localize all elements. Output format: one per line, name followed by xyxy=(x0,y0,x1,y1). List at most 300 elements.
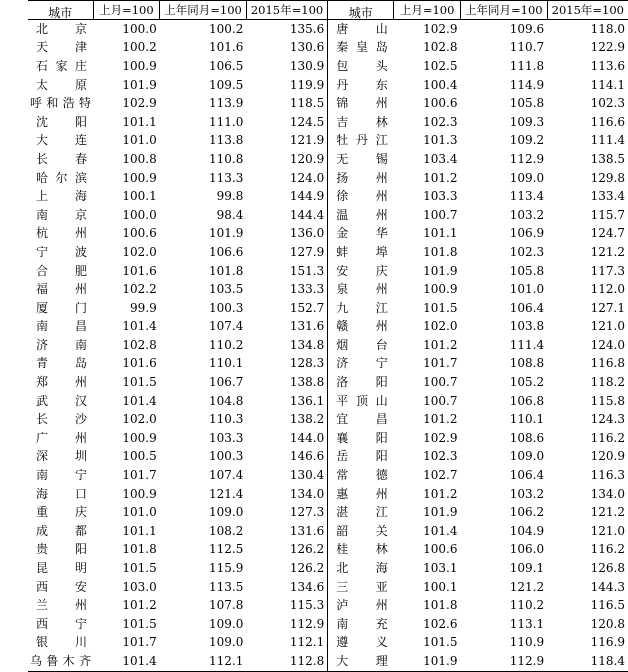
yoy-value-left: 113.9 xyxy=(209,96,244,111)
base-value-left: 136.0 xyxy=(289,226,325,241)
mom-value-left: 100.0 xyxy=(122,21,157,36)
mom-value-left: 103.0 xyxy=(122,579,157,594)
mom-value-right: 101.5 xyxy=(423,635,458,650)
city-name-right: 安 庆 xyxy=(328,262,394,281)
city-name-left: 上 海 xyxy=(36,189,87,204)
yoy-value-left: 113.5 xyxy=(209,579,244,594)
mom-value-right: 101.2 xyxy=(423,170,458,185)
city-name-left: 深 圳 xyxy=(36,449,87,464)
yoy-value-left: 109.0 xyxy=(209,635,244,650)
base-value-right: 120.9 xyxy=(590,449,625,464)
table-row xyxy=(28,429,628,448)
yoy-value-left: 111.0 xyxy=(209,114,244,129)
mom-value-left: 101.8 xyxy=(122,542,157,557)
city-name-right: 徐 州 xyxy=(328,187,394,206)
mom-value-right: 101.1 xyxy=(423,226,458,241)
yoy-value-right: 113.1 xyxy=(509,616,545,631)
table-row xyxy=(28,20,628,39)
mom-value-left: 100.9 xyxy=(122,170,157,185)
mom-value-right: 102.3 xyxy=(423,114,458,129)
city-name-right: 湛 江 xyxy=(328,503,394,522)
mom-value-left: 100.8 xyxy=(122,151,157,166)
base-value-left: 152.7 xyxy=(289,300,325,315)
city-name-left: 宁 波 xyxy=(36,244,87,259)
city-name-left: 成 都 xyxy=(36,523,87,538)
mom-value-right: 102.7 xyxy=(423,468,458,483)
base-value-left: 138.2 xyxy=(289,412,325,427)
base-value-right: 124.0 xyxy=(590,337,625,352)
mom-value-right: 100.7 xyxy=(423,393,458,408)
base-value-right: 118.0 xyxy=(590,21,625,36)
yoy-value-left: 113.8 xyxy=(209,133,244,148)
yoy-value-left: 106.6 xyxy=(209,244,244,259)
yoy-value-right: 103.8 xyxy=(509,319,545,334)
city-name-left: 沈 阳 xyxy=(36,114,87,129)
mom-value-left: 101.6 xyxy=(122,356,157,371)
yoy-value-right: 111.4 xyxy=(509,337,545,352)
yoy-value-right: 108.6 xyxy=(509,430,545,445)
mom-value-left: 101.5 xyxy=(122,616,157,631)
city-name-right: 宜 昌 xyxy=(328,410,394,429)
table-row xyxy=(28,243,628,262)
mom-value-left: 101.7 xyxy=(122,635,157,650)
city-name-left: 兰 州 xyxy=(36,598,87,613)
mom-value-left: 102.2 xyxy=(122,282,157,297)
base-value-left: 119.9 xyxy=(289,77,325,92)
city-name-right: 扬 州 xyxy=(328,169,394,188)
mom-value-right: 101.2 xyxy=(423,486,458,501)
city-name-left: 银 川 xyxy=(36,635,87,650)
base-value-right: 117.3 xyxy=(590,263,625,278)
yoy-value-right: 109.0 xyxy=(509,170,545,185)
base-value-left: 144.0 xyxy=(289,430,325,445)
city-name-left: 西 安 xyxy=(36,579,87,594)
city-name-right: 包 头 xyxy=(328,57,394,76)
city-name-right: 无 锡 xyxy=(328,150,394,169)
mom-value-left: 102.0 xyxy=(122,412,157,427)
city-name-right: 牡丹江 xyxy=(328,132,394,151)
base-value-left: 134.6 xyxy=(289,579,325,594)
city-name-left: 北 京 xyxy=(36,21,87,36)
yoy-value-left: 101.9 xyxy=(209,226,244,241)
base-value-right: 118.2 xyxy=(590,375,625,390)
base-value-left: 151.3 xyxy=(289,263,325,278)
yoy-value-left: 99.8 xyxy=(216,189,244,204)
mom-value-left: 100.9 xyxy=(122,430,157,445)
table-row xyxy=(28,652,628,671)
table-row xyxy=(28,448,628,467)
base-value-right: 116.6 xyxy=(590,114,625,129)
yoy-value-right: 102.3 xyxy=(509,244,545,259)
yoy-value-right: 106.0 xyxy=(509,542,545,557)
city-name-right: 金 华 xyxy=(328,225,394,244)
mom-value-right: 101.2 xyxy=(423,337,458,352)
city-name-left: 武 汉 xyxy=(36,393,87,408)
mom-value-right: 101.8 xyxy=(423,244,458,259)
header-yoy: 上年同月=100 xyxy=(160,1,247,20)
mom-value-right: 100.1 xyxy=(423,579,458,594)
table-row xyxy=(28,634,628,653)
yoy-value-left: 107.8 xyxy=(209,598,244,613)
base-value-left: 135.6 xyxy=(289,21,325,36)
base-value-right: 102.3 xyxy=(590,96,625,111)
city-name-left: 哈尔滨 xyxy=(36,170,87,185)
yoy-value-right: 104.9 xyxy=(509,523,545,538)
mom-value-right: 102.8 xyxy=(423,40,458,55)
base-value-right: 114.1 xyxy=(590,77,625,92)
base-value-right: 122.9 xyxy=(590,40,625,55)
yoy-value-left: 100.3 xyxy=(209,300,244,315)
mom-value-left: 102.0 xyxy=(122,244,157,259)
mom-value-right: 100.4 xyxy=(423,77,458,92)
base-value-right: 116.2 xyxy=(590,542,625,557)
base-value-left: 126.2 xyxy=(289,542,325,557)
base-value-right: 111.4 xyxy=(590,133,625,148)
city-name-left: 重 庆 xyxy=(36,505,87,520)
base-value-left: 133.3 xyxy=(289,282,325,297)
city-name-left: 南 京 xyxy=(36,207,87,222)
base-value-left: 131.6 xyxy=(289,523,325,538)
header-city: 城市 xyxy=(48,6,73,20)
base-value-right: 118.4 xyxy=(590,653,625,668)
yoy-value-left: 109.0 xyxy=(209,616,244,631)
city-name-right: 岳 阳 xyxy=(328,448,394,467)
table-header-row xyxy=(28,1,628,20)
base-value-right: 126.8 xyxy=(590,561,625,576)
base-value-right: 120.8 xyxy=(590,616,625,631)
yoy-value-right: 110.9 xyxy=(509,635,545,650)
city-name-left: 福 州 xyxy=(36,282,87,297)
base-value-right: 113.6 xyxy=(590,58,625,73)
city-name-right: 三 亚 xyxy=(328,578,394,597)
header-mom-right: 上月=100 xyxy=(394,1,461,20)
mom-value-right: 100.6 xyxy=(423,542,458,557)
yoy-value-left: 107.4 xyxy=(209,468,244,483)
mom-value-right: 102.6 xyxy=(423,616,458,631)
base-value-left: 146.6 xyxy=(289,449,325,464)
base-value-left: 128.3 xyxy=(289,356,325,371)
yoy-value-left: 106.5 xyxy=(209,58,244,73)
yoy-value-left: 121.4 xyxy=(209,486,244,501)
table-row xyxy=(28,355,628,374)
yoy-value-right: 106.4 xyxy=(509,300,545,315)
city-name-left: 郑 州 xyxy=(36,375,87,390)
mom-value-left: 101.9 xyxy=(122,77,157,92)
city-name-right: 洛 阳 xyxy=(328,373,394,392)
city-name-left: 长 春 xyxy=(36,151,87,166)
yoy-value-left: 110.3 xyxy=(209,412,244,427)
base-value-right: 129.8 xyxy=(590,170,625,185)
base-value-left: 131.6 xyxy=(289,319,325,334)
mom-value-right: 101.2 xyxy=(423,412,458,427)
mom-value-right: 100.9 xyxy=(423,282,458,297)
yoy-value-right: 103.2 xyxy=(509,486,545,501)
city-name-right: 南 充 xyxy=(328,615,394,634)
mom-value-left: 101.7 xyxy=(122,468,157,483)
yoy-value-left: 110.8 xyxy=(209,151,244,166)
yoy-value-right: 105.8 xyxy=(509,96,545,111)
city-name-left: 济 南 xyxy=(36,337,87,352)
base-value-right: 116.3 xyxy=(590,468,625,483)
mom-value-left: 101.0 xyxy=(122,133,157,148)
yoy-value-left: 101.6 xyxy=(209,40,244,55)
base-value-right: 121.2 xyxy=(590,244,625,259)
city-name-left: 昆 明 xyxy=(36,561,87,576)
yoy-value-right: 105.8 xyxy=(509,263,545,278)
header-mom: 上月=100 xyxy=(93,1,160,20)
yoy-value-left: 106.7 xyxy=(209,375,244,390)
base-value-left: 127.3 xyxy=(289,505,325,520)
city-name-right: 九 江 xyxy=(328,299,394,318)
city-name-right: 惠 州 xyxy=(328,485,394,504)
city-name-right: 赣 州 xyxy=(328,318,394,337)
base-value-right: 138.5 xyxy=(590,151,625,166)
yoy-value-right: 114.9 xyxy=(509,77,545,92)
mom-value-left: 100.0 xyxy=(122,207,157,222)
mom-value-left: 101.4 xyxy=(122,653,157,668)
table-row xyxy=(28,169,628,188)
base-value-right: 115.8 xyxy=(590,393,625,408)
city-name-left: 大 连 xyxy=(36,133,87,148)
base-value-right: 144.3 xyxy=(590,579,625,594)
mom-value-left: 100.1 xyxy=(122,189,157,204)
city-name-left: 长 沙 xyxy=(36,412,87,427)
table-row xyxy=(28,410,628,429)
table-row xyxy=(28,262,628,281)
city-name-left: 天 津 xyxy=(36,40,87,55)
yoy-value-left: 98.4 xyxy=(216,207,244,222)
yoy-value-right: 106.8 xyxy=(509,393,545,408)
base-value-right: 121.0 xyxy=(590,523,625,538)
city-name-right: 襄 阳 xyxy=(328,429,394,448)
yoy-value-left: 103.3 xyxy=(209,430,244,445)
mom-value-right: 101.7 xyxy=(423,356,458,371)
city-name-left: 西 宁 xyxy=(36,616,87,631)
mom-value-left: 101.2 xyxy=(122,598,157,613)
yoy-value-left: 112.5 xyxy=(209,542,244,557)
city-name-right: 北 海 xyxy=(328,559,394,578)
mom-value-right: 101.3 xyxy=(423,133,458,148)
base-value-left: 130.9 xyxy=(289,58,325,73)
city-name-left: 南 昌 xyxy=(36,319,87,334)
city-name-right: 泸 州 xyxy=(328,596,394,615)
yoy-value-left: 108.2 xyxy=(209,523,244,538)
base-value-right: 121.2 xyxy=(590,505,625,520)
base-value-right: 116.5 xyxy=(590,598,625,613)
table-row xyxy=(28,280,628,299)
base-value-left: 136.1 xyxy=(289,393,325,408)
mom-value-right: 100.7 xyxy=(423,375,458,390)
base-value-left: 127.9 xyxy=(289,244,325,259)
mom-value-right: 102.9 xyxy=(423,21,458,36)
table-row xyxy=(28,466,628,485)
table-row xyxy=(28,578,628,597)
mom-value-left: 100.9 xyxy=(122,486,157,501)
mom-value-right: 101.8 xyxy=(423,598,458,613)
base-value-right: 133.4 xyxy=(590,189,625,204)
header-city-right: 城市 xyxy=(328,1,394,20)
base-value-left: 134.0 xyxy=(289,486,325,501)
city-price-index-table xyxy=(28,0,628,672)
mom-value-left: 101.4 xyxy=(122,319,157,334)
yoy-value-right: 101.0 xyxy=(509,282,545,297)
city-name-left: 广 州 xyxy=(36,430,87,445)
base-value-right: 112.0 xyxy=(590,282,625,297)
yoy-value-right: 109.2 xyxy=(509,133,545,148)
yoy-value-left: 103.5 xyxy=(209,282,244,297)
yoy-value-left: 113.3 xyxy=(209,170,244,185)
base-value-left: 144.4 xyxy=(289,207,325,222)
yoy-value-right: 103.2 xyxy=(509,207,545,222)
yoy-value-right: 110.7 xyxy=(509,40,545,55)
city-name-right: 唐 山 xyxy=(328,20,394,39)
base-value-left: 112.8 xyxy=(289,653,325,668)
header-base-right: 2015年=100 xyxy=(547,1,628,20)
table-row xyxy=(28,299,628,318)
yoy-value-left: 109.0 xyxy=(209,505,244,520)
table-row xyxy=(28,94,628,113)
city-name-left: 石家庄 xyxy=(36,58,87,73)
yoy-value-left: 115.9 xyxy=(209,561,244,576)
yoy-value-left: 110.1 xyxy=(209,356,244,371)
base-value-left: 126.2 xyxy=(289,561,325,576)
yoy-value-right: 108.8 xyxy=(509,356,545,371)
mom-value-right: 102.5 xyxy=(423,58,458,73)
yoy-value-right: 112.9 xyxy=(509,653,545,668)
mom-value-left: 100.2 xyxy=(122,40,157,55)
table-row xyxy=(28,113,628,132)
city-name-right: 桂 林 xyxy=(328,541,394,560)
mom-value-right: 103.4 xyxy=(423,151,458,166)
base-value-left: 120.9 xyxy=(289,151,325,166)
mom-value-right: 101.9 xyxy=(423,263,458,278)
city-name-left: 厦 门 xyxy=(36,300,87,315)
base-value-left: 115.3 xyxy=(289,598,325,613)
mom-value-right: 102.0 xyxy=(423,319,458,334)
base-value-left: 118.5 xyxy=(289,96,325,111)
table-body xyxy=(28,20,628,672)
yoy-value-right: 106.4 xyxy=(509,468,545,483)
yoy-value-right: 106.9 xyxy=(509,226,545,241)
table-row xyxy=(28,57,628,76)
yoy-value-left: 100.2 xyxy=(209,21,244,36)
mom-value-right: 100.7 xyxy=(423,207,458,222)
base-value-right: 116.2 xyxy=(590,430,625,445)
mom-value-right: 101.9 xyxy=(423,653,458,668)
mom-value-right: 101.5 xyxy=(423,300,458,315)
yoy-value-left: 101.8 xyxy=(209,263,244,278)
yoy-value-right: 106.2 xyxy=(509,505,545,520)
city-name-right: 平顶山 xyxy=(328,392,394,411)
table-row xyxy=(28,318,628,337)
yoy-value-left: 109.5 xyxy=(209,77,244,92)
mom-value-left: 101.0 xyxy=(122,505,157,520)
base-value-right: 115.7 xyxy=(590,207,625,222)
mom-value-left: 101.4 xyxy=(122,393,157,408)
table-row xyxy=(28,615,628,634)
base-value-right: 127.1 xyxy=(590,300,625,315)
mom-value-right: 100.6 xyxy=(423,96,458,111)
yoy-value-right: 121.2 xyxy=(509,579,545,594)
city-name-left: 合 肥 xyxy=(36,263,87,278)
base-value-left: 130.6 xyxy=(289,40,325,55)
city-name-right: 烟 台 xyxy=(328,336,394,355)
base-value-left: 130.4 xyxy=(289,468,325,483)
base-value-left: 124.5 xyxy=(289,114,325,129)
mom-value-left: 100.9 xyxy=(122,58,157,73)
city-name-left: 呼和浩特 xyxy=(30,96,91,111)
yoy-value-left: 100.3 xyxy=(209,449,244,464)
mom-value-left: 101.1 xyxy=(122,523,157,538)
city-name-left: 南 宁 xyxy=(36,468,87,483)
table-row xyxy=(28,187,628,206)
base-value-left: 124.0 xyxy=(289,170,325,185)
mom-value-right: 101.4 xyxy=(423,523,458,538)
city-name-left: 贵 阳 xyxy=(36,542,87,557)
table-row xyxy=(28,485,628,504)
table-row xyxy=(28,522,628,541)
base-value-right: 121.0 xyxy=(590,319,625,334)
table-row xyxy=(28,503,628,522)
table-row xyxy=(28,559,628,578)
table-row xyxy=(28,541,628,560)
city-name-right: 锦 州 xyxy=(328,94,394,113)
city-name-right: 济 宁 xyxy=(328,355,394,374)
mom-value-left: 100.6 xyxy=(122,226,157,241)
header-base: 2015年=100 xyxy=(246,1,327,20)
yoy-value-right: 105.2 xyxy=(509,375,545,390)
table-row xyxy=(28,225,628,244)
yoy-value-left: 110.2 xyxy=(209,337,244,352)
yoy-value-right: 110.2 xyxy=(509,598,545,613)
mom-value-left: 101.6 xyxy=(122,263,157,278)
mom-value-left: 102.8 xyxy=(122,337,157,352)
mom-value-left: 101.5 xyxy=(122,561,157,576)
yoy-value-right: 109.0 xyxy=(509,449,545,464)
table-row xyxy=(28,39,628,58)
city-name-right: 秦皇岛 xyxy=(328,39,394,58)
mom-value-right: 103.1 xyxy=(423,561,458,576)
mom-value-left: 99.9 xyxy=(130,300,157,315)
table-row xyxy=(28,206,628,225)
mom-value-right: 102.9 xyxy=(423,430,458,445)
table-row xyxy=(28,132,628,151)
mom-value-right: 101.9 xyxy=(423,505,458,520)
mom-value-left: 102.9 xyxy=(122,96,157,111)
base-value-left: 134.8 xyxy=(289,337,325,352)
yoy-value-left: 107.4 xyxy=(209,319,244,334)
table-row xyxy=(28,373,628,392)
yoy-value-left: 112.1 xyxy=(209,653,244,668)
mom-value-left: 100.5 xyxy=(122,449,157,464)
city-name-left: 青 岛 xyxy=(36,356,87,371)
table-row xyxy=(28,336,628,355)
base-value-right: 116.8 xyxy=(590,356,625,371)
table-row xyxy=(28,392,628,411)
city-name-left: 乌鲁木齐 xyxy=(30,653,91,668)
city-name-right: 遵 义 xyxy=(328,634,394,653)
base-value-right: 116.9 xyxy=(590,635,625,650)
mom-value-right: 102.3 xyxy=(423,449,458,464)
city-name-right: 常 德 xyxy=(328,466,394,485)
yoy-value-left: 104.8 xyxy=(209,393,244,408)
mom-value-left: 101.5 xyxy=(122,375,157,390)
city-name-right: 韶 关 xyxy=(328,522,394,541)
table-row xyxy=(28,596,628,615)
yoy-value-right: 111.8 xyxy=(509,58,545,73)
base-value-left: 112.1 xyxy=(289,635,325,650)
base-value-left: 121.9 xyxy=(289,133,325,148)
